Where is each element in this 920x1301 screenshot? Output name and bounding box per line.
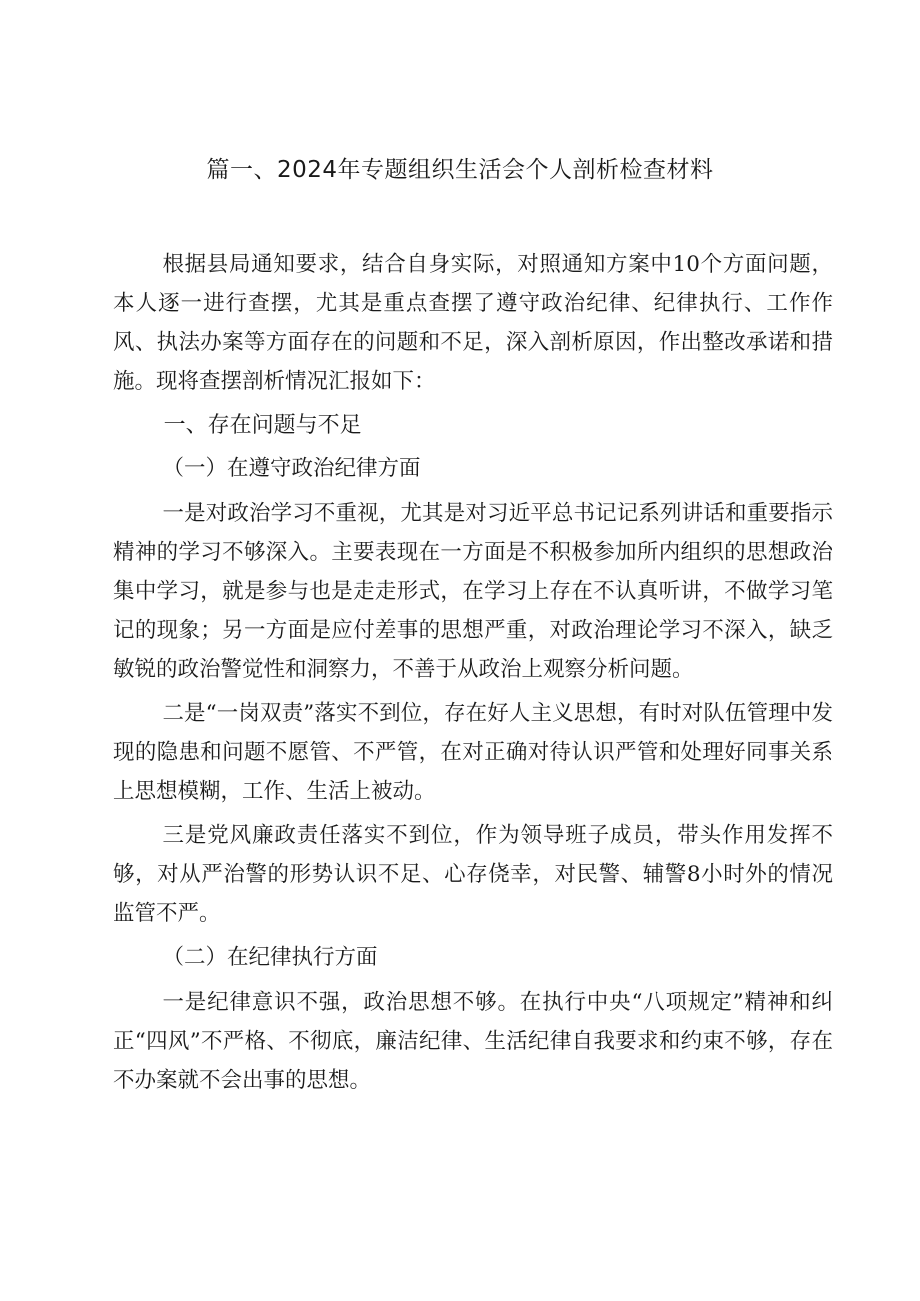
- subsection-heading-political-discipline: （一）在遵守政治纪律方面: [162, 456, 421, 481]
- document-body: [113, 245, 833, 1105]
- paragraph-integrity-responsibility: 三是党风廉政责任落实不到位，作为领导班子成员，带头作用发挥不够，对从严治警的形势认识不足、心存侥幸，对民警、辅警8小时外的情况监管不严。: [113, 823, 833, 926]
- subsection-heading-discipline-execution: （二）在纪律执行方面: [162, 945, 378, 970]
- paragraph-one-post-two-duties: 二是“一岗双责”落实不到位，存在好人主义思想，有时对队伍管理中发现的隐患和问题不愿管、不严管，在对正确对待认识严管和处理好同事关系上思想模糊，工作、生活上被动。: [113, 701, 833, 804]
- section-heading-problems: 一、存在问题与不足: [163, 413, 362, 438]
- paragraph-political-study: 一是对政治学习不重视，尤其是对习近平总书记记系列讲话和重要指示精神的学习不够深入。主要表现在一方面是不积极参加所内组织的思想政治集中学习，就是参与也是走走形式，在学习上存在不认真听讲，不做学习笔记的现象；另一方面是应付差事的思想严重，对政治理论学习不深入，缺乏敏锐的政治警觉性和洞察力，不善于从政治上观察分析问题。: [113, 501, 833, 682]
- paragraph-discipline-awareness: 一是纪律意识不强，政治思想不够。在执行中央“八项规定”精神和纠正“四风”不严格、不彻底，廉洁纪律、生活纪律自我要求和约束不够，存在不办案就不会出事的思想。: [113, 990, 833, 1093]
- intro-paragraph: 根据县局通知要求，结合自身实际，对照通知方案中10个方面问题，本人逐一进行查摆，尤其是重点查摆了遵守政治纪律、纪律执行、工作作风、执法办案等方面存在的问题和不足，深入剖析原因，作出整改承诺和措施。现将查摆剖析情况汇报如下：: [113, 252, 833, 394]
- document-title: 篇一、2024年专题组织生活会个人剖析检查材料: [206, 157, 714, 183]
